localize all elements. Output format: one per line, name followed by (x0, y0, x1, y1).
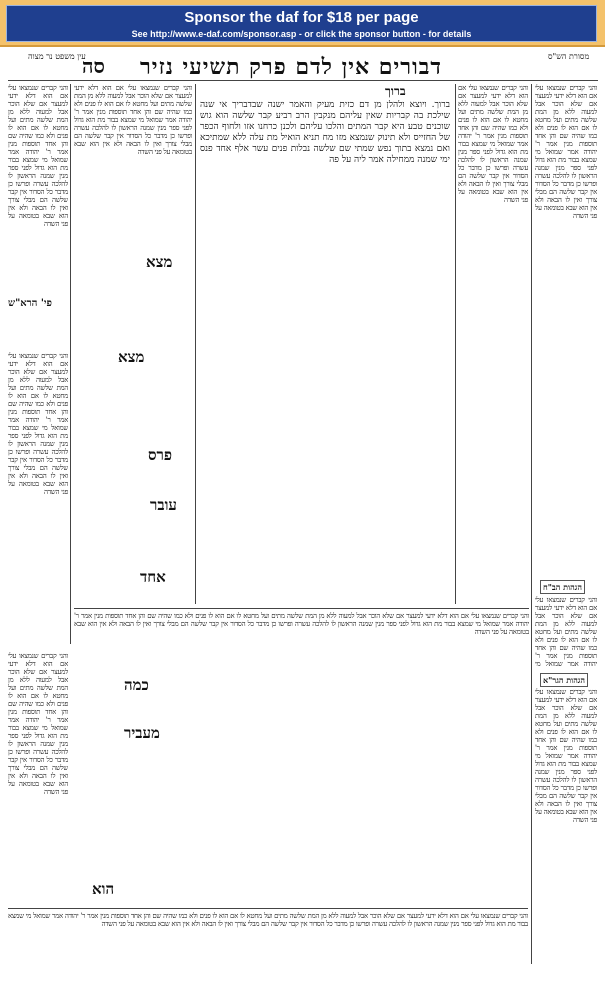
left-lower-commentary: והני קברים שנמצאו עלי אם הוא דלא ידעי למעצר אם שלא הוכר אבל למעוה ללא מן המת שלשה מתים ועל מחטא לו אם הוא לו פנים ולא כמו שהיה שם והן אחד תוספות מנין אמר ר' יהודה אמר שמואל מי שמצא בבור מת הוא גדול לפני ספר מנין שמנה הראשון לו להלכה עשרה ופרשו כן מדבר כל הסדור אין קבר שלשה הם מבלי צורך ואין לו הבאה ולא אין הוא שבא בטומאה על פני השדה (8, 652, 68, 796)
keyword-maavir: מעביר (124, 724, 160, 742)
chapter-header: דבורים אין לדם פרק תשיעי נזיר (140, 54, 442, 80)
masoret-header: מסורת הש"ס (548, 52, 590, 61)
right-margin-rule (531, 84, 532, 964)
gemara-rashi-rule (455, 84, 456, 604)
masoret-hashas-column: והני קברים שנמצאו עלי אם הוא דלא ידעי למעצר אם שלא הוכר אבל למעוה ללא מן המת שלשה מתים ועל מחטא לו אם הוא לו פנים ולא כמו שהיה שם והן אחד תוספות מנין אמר ר' יהודה אמר שמואל מי שמצא בבור מת הוא גדול לפני ספר מנין שמנה הראשון לו להלכה עשרה ופרשו כן מדבר כל הסדור אין קבר שלשה הם מבלי צורך ואין לו הבאה ולא אין הוא שבא בטומאה על פני השדה (535, 84, 597, 220)
keyword-peras: פרס (148, 446, 173, 464)
lower-commentary: והני קברים שנמצאו עלי אם הוא דלא ידעי למעצר אם שלא הוכר אבל למעוה ללא מן המת שלשה מתים ועל מחטא לו אם הוא לו פנים ולא כמו שהיה שם והן אחד תוספות מנין אמר ר' יהודה אמר שמואל מי שמצא בבור מת הוא גדול לפני ספר מנין שמנה הראשון לו להלכה עשרה ופרשו כן מדבר כל הסדור אין קבר שלשה הם מבלי צורך ואין לו הבאה ולא אין הוא שבא בטומאה על פני השדה (74, 612, 529, 636)
header-divider (8, 80, 598, 81)
ein-mishpat-column: והני קברים שנמצאו עלי אם הוא דלא ידעי למעצר אם שלא הוכר אבל למעוה ללא מן המת שלשה מתים ועל מחטא לו אם הוא לו פנים ולא כמו שהיה שם והן אחד תוספות מנין אמר ר' יהודה אמר שמואל מי שמצא בבור מת הוא גדול לפני ספר מנין שמנה הראשון לו להלכה עשרה ופרשו כן מדבר כל הסדור אין קבר שלשה הם מבלי צורך ואין לו הבאה ולא אין הוא שבא בטומאה על פני השדה (8, 84, 68, 228)
ein-mishpat-header: עין משפט נר מצוה (28, 52, 86, 61)
bottom-notes: והני קברים שנמצאו עלי אם הוא דלא ידעי למעצר אם שלא הוכר אבל למעוה ללא מן המת שלשה מתים ועל מחטא לו אם הוא לו פנים ולא כמו שהיה שם והן אחד תוספות מנין אמר ר' יהודה אמר שמואל מי שמצא בבור מת הוא גדול לפני ספר מנין שמנה הראשון לו להלכה עשרה ופרשו כן מדבר כל הסדור אין קבר שלשה הם מבלי צורך ואין לו הבאה ולא אין הוא שבא בטומאה על פני השדה (8, 912, 528, 928)
sponsor-title[interactable]: Sponsor the daf for $18 per page (184, 9, 419, 26)
keyword-baruch: ברוך (385, 84, 406, 98)
tosafot-gemara-rule (195, 84, 196, 604)
keyword-kama: כמה (124, 676, 149, 694)
sponsor-banner-inner[interactable] (6, 5, 597, 42)
tosafot-column: והני קברים שנמצאו עלי אם הוא דלא ידעי למעצר אם שלא הוכר אבל למעוה ללא מן המת שלשה מתים ועל מחטא לו אם הוא לו פנים ולא כמו שהיה שם והן אחד תוספות מנין אמר ר' יהודה אמר שמואל מי שמצא בבור מת הוא גדול לפני ספר מנין שמנה הראשון לו להלכה עשרה ופרשו כן מדבר כל הסדור אין קבר שלשה הם מבלי צורך ואין לו הבאה ולא אין הוא שבא בטומאה על פני השדה (74, 84, 192, 156)
talmud-page (0, 48, 605, 973)
rashi-column: והני קברים שנמצאו עלי אם הוא דלא ידעי למעצר אם שלא הוכר אבל למעוה ללא מן המת שלשה מתים ועל מחטא לו אם הוא לו פנים ולא כמו שהיה שם והן אחד תוספות מנין אמר ר' יהודה אמר שמואל מי שמצא בבור מת הוא גדול לפני ספר מנין שמנה הראשון לו להלכה עשרה ופרשו כן מדבר כל הסדור אין קבר שלשה הם מבלי צורך ואין לו הבאה ולא אין הוא שבא בטומאה על פני השדה (458, 84, 528, 204)
folio-number: סה (82, 54, 105, 78)
left-margin-rule (70, 84, 71, 644)
hagahot-gra-label: הגהות הגר"א (540, 673, 588, 687)
hagahot-bach-label: הגהות הב"ח (540, 580, 585, 594)
keyword-over: עובר (150, 496, 177, 514)
hagahot-bach-column: והני קברים שנמצאו עלי אם הוא דלא ידעי למעצר אם שלא הוכר אבל למעוה ללא מן המת שלשה מתים ועל מחטא לו אם הוא לו פנים ולא כמו שהיה שם והן אחד תוספות מנין אמר ר' יהודה אמר שמואל מי (535, 596, 597, 666)
ein-mishpat-column-2: והני קברים שנמצאו עלי אם הוא דלא ידעי למעצר אם שלא הוכר אבל למעוה ללא מן המת שלשה מתים ועל מחטא לו אם הוא לו פנים ולא כמו שהיה שם והן אחד תוספות מנין אמר ר' יהודה אמר שמואל מי שמצא בבור מת הוא גדול לפני ספר מנין שמנה הראשון לו להלכה עשרה ופרשו כן מדבר כל הסדור אין קבר שלשה הם מבלי צורך ואין לו הבאה ולא אין הוא שבא בטומאה על פני השדה (8, 352, 68, 496)
rosh-label: פי' הרא"ש (8, 298, 52, 309)
sponsor-subtitle[interactable]: See http://www.e-daf.com/sponsor.asp - or click the sponsor button - for details (131, 29, 472, 39)
keyword-matza-1: מצא (146, 253, 173, 271)
hagahot-gra-column: והני קברים שנמצאו עלי אם הוא דלא ידעי למעצר אם שלא הוכר אבל למעוה ללא מן המת שלשה מתים ועל מחטא לו אם הוא לו פנים ולא כמו שהיה שם והן אחד תוספות מנין אמר ר' יהודה אמר שמואל מי שמצא בבור מת הוא גדול לפני ספר מנין שמנה הראשון לו להלכה עשרה ופרשו כן מדבר כל הסדור אין קבר שלשה הם מבלי צורך ואין לו הבאה ולא אין הוא שבא בטומאה על פני השדה (535, 688, 597, 824)
gemara-text: ברוך. ויוצא ולהלן מן דם כזית מעיק והאמר ישנה שבדבריך אי שנה שילכת בה קבריות שאין עליהם מנקבין הרב רביע קבר שלשה הוא גוש שוכנים טבע היא קבר המתים והלכו עליהם ולכנן כרחנו אזו ולחוף הכפר של החזייס ולא תינוק שנמצא מזו מח תניא הואיל מת עלה ללא שמתיכא ואם נמצא בתוך נפש שמתי שם שלשה נבלות פנים עשר אלף אחד פנס ימי שמנה ממחילה אמר ליה על פה (200, 100, 450, 165)
keyword-matza-2: מצא (118, 348, 145, 366)
sponsor-banner[interactable] (0, 0, 605, 47)
bottom-notes-rule (8, 908, 528, 909)
keyword-hu: הוא (92, 880, 115, 898)
lower-section-rule (74, 608, 529, 609)
keyword-ahad: אחד (140, 568, 166, 586)
